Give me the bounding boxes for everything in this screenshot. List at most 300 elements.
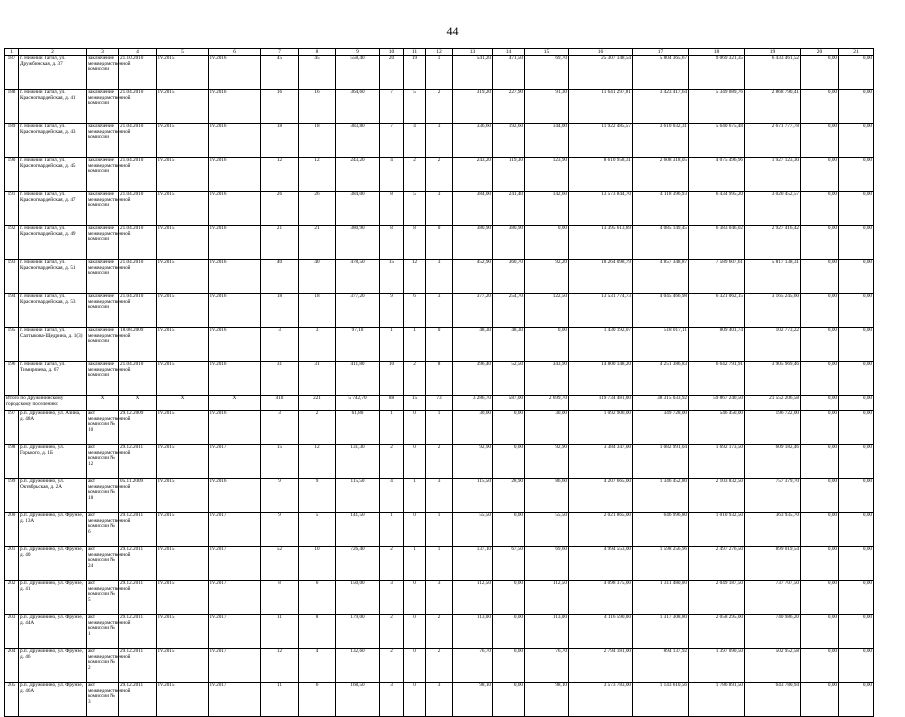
cell-date: 29.12.2011 bbox=[119, 547, 157, 581]
cell-number: 189 bbox=[5, 124, 19, 158]
cell-col8: 45 bbox=[299, 56, 336, 90]
cell-quarter-end: IV.2017 bbox=[209, 445, 261, 479]
cell-date: 29.12.2011 bbox=[119, 513, 157, 547]
cell-date: 29.12.2011 bbox=[119, 615, 157, 649]
cell-col7: 45 bbox=[261, 56, 299, 90]
cell-col21: 0,00 bbox=[839, 260, 874, 294]
cell-address: г. Нижний Тагил, ул. Красногвардейская, д. 43 bbox=[19, 124, 87, 158]
cell-col7: 21 bbox=[261, 226, 299, 260]
total-c11: 15 bbox=[404, 396, 426, 411]
cell-date: 05.11.2009 bbox=[119, 479, 157, 513]
cell-col14: 380,90 bbox=[493, 226, 525, 260]
cell-col18: 5 640 675,48 bbox=[689, 124, 745, 158]
cell-quarter-end: IV.2017 bbox=[209, 513, 261, 547]
cell-col12: 2 bbox=[426, 445, 453, 479]
column-number: 5 bbox=[157, 49, 209, 56]
table-row bbox=[5, 56, 874, 90]
total-c7: 410 bbox=[261, 396, 299, 411]
cell-col12: 3 bbox=[426, 192, 453, 226]
cell-col8: 31 bbox=[299, 362, 336, 396]
cell-quarter-end: IV.2016 bbox=[209, 124, 261, 158]
cell-col18: 2 049 187,50 bbox=[689, 581, 745, 615]
cell-col15: 0,00 bbox=[525, 328, 569, 362]
cell-number: 195 bbox=[5, 328, 19, 362]
cell-address: г. Нижний Тагил, ул. Красногвардейская, д. 41 bbox=[19, 90, 87, 124]
cell-col14: 0,00 bbox=[493, 581, 525, 615]
cell-address: г. Нижний Тагил, ул. Красногвардейская, д. 47 bbox=[19, 192, 87, 226]
cell-col18: 6 434 995,20 bbox=[689, 192, 745, 226]
cell-quarter-end: IV.2016 bbox=[209, 90, 261, 124]
cell-col13: 452,90 bbox=[453, 260, 493, 294]
cell-col19: 1 927 123,30 bbox=[745, 158, 801, 192]
cell-col7: 18 bbox=[261, 124, 299, 158]
cell-col19: 363 935,70 bbox=[745, 513, 801, 547]
cell-number: 190 bbox=[5, 158, 19, 192]
cell-col9: 558,40 bbox=[336, 56, 380, 90]
cell-col14: 227,90 bbox=[493, 90, 525, 124]
cell-col15: 0,00 bbox=[525, 226, 569, 260]
cell-col16: 4 098 375,00 bbox=[569, 581, 633, 615]
cell-col8: 8 bbox=[299, 615, 336, 649]
cell-col12: 1 bbox=[426, 513, 453, 547]
cell-quarter-start: IV.2015 bbox=[157, 362, 209, 396]
cell-col13: 336,60 bbox=[453, 124, 493, 158]
cell-col8: 18 bbox=[299, 124, 336, 158]
cell-col12: 8 bbox=[426, 362, 453, 396]
cell-col19: 6 433 461,52 bbox=[745, 56, 801, 90]
cell-number: 200 bbox=[5, 513, 19, 547]
cell-col8: 40 bbox=[299, 260, 336, 294]
cell-col12: 2 bbox=[426, 90, 453, 124]
cell-col11: 6 bbox=[404, 294, 426, 328]
cell-col9: 377,20 bbox=[336, 294, 380, 328]
column-number: 9 bbox=[336, 49, 380, 56]
cell-quarter-start: IV.2015 bbox=[157, 124, 209, 158]
cell-col20: 0,00 bbox=[801, 158, 839, 192]
cell-date: 29.12.2011 bbox=[119, 683, 157, 717]
cell-number: 192 bbox=[5, 226, 19, 260]
total-c3: X bbox=[87, 396, 119, 411]
cell-col15: 76,70 bbox=[525, 649, 569, 683]
cell-quarter-start: IV.2015 bbox=[157, 683, 209, 717]
total-c19: 21 552 206,58 bbox=[745, 396, 801, 411]
cell-col12: 2 bbox=[426, 649, 453, 683]
table-row bbox=[5, 124, 874, 158]
cell-document: акт межведомственной комиссии № 3 bbox=[87, 683, 119, 717]
cell-col17: 894 137,92 bbox=[633, 649, 689, 683]
cell-col14: 28,90 bbox=[493, 479, 525, 513]
column-number: 15 bbox=[525, 49, 569, 56]
column-number: 6 bbox=[209, 49, 261, 56]
cell-col19: 899 019,54 bbox=[745, 547, 801, 581]
cell-col19: 196 722,00 bbox=[745, 411, 801, 445]
cell-col21: 0,00 bbox=[839, 124, 874, 158]
cell-quarter-start: IV.2015 bbox=[157, 56, 209, 90]
cell-col18: 809 401,74 bbox=[689, 328, 745, 362]
column-number: 7 bbox=[261, 49, 299, 56]
cell-col9: 132,60 bbox=[336, 649, 380, 683]
cell-col17: 5 804 365,67 bbox=[633, 56, 689, 90]
cell-col19: 3 905 969,46 bbox=[745, 362, 801, 396]
cell-col17: 1 317 308,80 bbox=[633, 615, 689, 649]
cell-col11: 5 bbox=[404, 192, 426, 226]
total-c4: X bbox=[119, 396, 157, 411]
cell-col8: 12 bbox=[299, 158, 336, 192]
cell-col9: 478,50 bbox=[336, 260, 380, 294]
cell-address: г. Нижний Тагил, ул. Красногвардейская, д. 53 bbox=[19, 294, 87, 328]
cell-col16: 14 800 148,20 bbox=[569, 362, 633, 396]
cell-col19: 2 927 416,42 bbox=[745, 226, 801, 260]
table-row bbox=[5, 581, 874, 615]
column-number: 4 bbox=[119, 49, 157, 56]
cell-col9: 384,00 bbox=[336, 192, 380, 226]
cell-col15: 92,20 bbox=[525, 260, 569, 294]
cell-quarter-end: IV.2017 bbox=[209, 649, 261, 683]
cell-quarter-end: IV.2016 bbox=[209, 192, 261, 226]
cell-col8: 3 bbox=[299, 328, 336, 362]
cell-col15: 69,60 bbox=[525, 547, 569, 581]
cell-col13: 113,00 bbox=[453, 615, 493, 649]
cell-quarter-start: IV.2015 bbox=[157, 547, 209, 581]
column-number: 12 bbox=[426, 49, 453, 56]
cell-col8: 21 bbox=[299, 226, 336, 260]
cell-quarter-end: IV.2016 bbox=[209, 158, 261, 192]
cell-col8: 6 bbox=[299, 581, 336, 615]
cell-col20: 0,00 bbox=[801, 56, 839, 90]
cell-document: акт межведомственной комиссии № 5 bbox=[87, 581, 119, 615]
table-row bbox=[5, 479, 874, 513]
table-row bbox=[5, 328, 874, 362]
cell-date: 21.04.2010 bbox=[119, 90, 157, 124]
cell-col9: 115,50 bbox=[336, 479, 380, 513]
cell-col12: 0 bbox=[426, 328, 453, 362]
cell-col17: 3 423 417,64 bbox=[633, 90, 689, 124]
cell-date: 21.04.2010 bbox=[119, 362, 157, 396]
cell-number: 187 bbox=[5, 56, 19, 90]
cell-col16: 4 116 590,00 bbox=[569, 615, 633, 649]
cell-date: 29.12.2011 bbox=[119, 581, 157, 615]
cell-col21: 0,00 bbox=[839, 328, 874, 362]
column-number: 10 bbox=[380, 49, 404, 56]
cell-col17: 4 085 149,45 bbox=[633, 226, 689, 260]
cell-col13: 112,50 bbox=[453, 581, 493, 615]
cell-document: заключение межведомственной комиссии bbox=[87, 90, 119, 124]
total-c14: 587,00 bbox=[493, 396, 525, 411]
cell-col17: 4 857 348,87 bbox=[633, 260, 689, 294]
cell-col10: 4 bbox=[380, 479, 404, 513]
cell-document: заключение межведомственной комиссии bbox=[87, 328, 119, 362]
cell-col13: 377,20 bbox=[453, 294, 493, 328]
cell-col20: 0,00 bbox=[801, 547, 839, 581]
cell-document: акт межведомственной комиссии № 12 bbox=[87, 445, 119, 479]
cell-address: р.п. Дружинино, ул. Фрунзе, д. 46 bbox=[19, 649, 87, 683]
cell-col9: 243,20 bbox=[336, 158, 380, 192]
cell-col19: 609 182,46 bbox=[745, 445, 801, 479]
cell-col7: 26 bbox=[261, 192, 299, 226]
cell-col15: 123,90 bbox=[525, 158, 569, 192]
cell-col7: 40 bbox=[261, 260, 299, 294]
cell-address: р.п. Дружинино, ул. Фрунзе, д. 40 bbox=[19, 547, 87, 581]
cell-col14: 52,50 bbox=[493, 362, 525, 396]
cell-col16: 2 021 865,00 bbox=[569, 513, 633, 547]
cell-col9: 141,50 bbox=[336, 513, 380, 547]
cell-number: 199 bbox=[5, 479, 19, 513]
cell-col16: 1 092 900,00 bbox=[569, 411, 633, 445]
cell-document: заключение межведомственной комиссии bbox=[87, 158, 119, 192]
cell-quarter-start: IV.2015 bbox=[157, 158, 209, 192]
cell-col9: 150,00 bbox=[336, 581, 380, 615]
cell-quarter-start: IV.2015 bbox=[157, 90, 209, 124]
cell-document: заключение межведомственной комиссии bbox=[87, 362, 119, 396]
cell-col17: 1 311 480,00 bbox=[633, 581, 689, 615]
cell-col12: 1 bbox=[426, 411, 453, 445]
cell-number: 197 bbox=[5, 411, 19, 445]
total-c6: X bbox=[209, 396, 261, 411]
cell-col13: 55,50 bbox=[453, 513, 493, 547]
cell-col21: 0,00 bbox=[839, 158, 874, 192]
cell-col20: 0,00 bbox=[801, 649, 839, 683]
cell-number: 204 bbox=[5, 649, 19, 683]
cell-col16: 4 207 665,00 bbox=[569, 479, 633, 513]
cell-col21: 0,00 bbox=[839, 547, 874, 581]
total-c18: 59 867 240,50 bbox=[689, 396, 745, 411]
cell-col16: 3 384 347,00 bbox=[569, 445, 633, 479]
cell-col9: 61,80 bbox=[336, 411, 380, 445]
table-row bbox=[5, 260, 874, 294]
cell-document: акт межведомственной комиссии № 2 bbox=[87, 649, 119, 683]
cell-quarter-end: IV.2016 bbox=[209, 328, 261, 362]
cell-col19: 502 952,58 bbox=[745, 649, 801, 683]
cell-col13: 319,20 bbox=[453, 90, 493, 124]
cell-address: г. Нижний Тагил, ул. Красногвардейская, д. 49 bbox=[19, 226, 87, 260]
cell-col13: 48,30 bbox=[453, 328, 493, 362]
column-number: 13 bbox=[453, 49, 493, 56]
cell-col15: 113,00 bbox=[525, 615, 569, 649]
cell-address: р.п. Дружинино, ул. Горького, д. 1Б bbox=[19, 445, 87, 479]
cell-col9: 168,50 bbox=[336, 683, 380, 717]
cell-number: 203 bbox=[5, 615, 19, 649]
cell-col21: 0,00 bbox=[839, 513, 874, 547]
cell-address: р.п. Дружинино, ул. Азина, д. 48А bbox=[19, 411, 87, 445]
cell-address: р.п. Дружинино, ул. Фрунзе, д. 46А bbox=[19, 683, 87, 717]
column-number: 2 bbox=[19, 49, 87, 56]
cell-document: заключение межведомственной комиссии bbox=[87, 294, 119, 328]
cell-col10: 2 bbox=[380, 615, 404, 649]
total-c12: 73 bbox=[426, 396, 453, 411]
cell-col21: 0,00 bbox=[839, 56, 874, 90]
table-row bbox=[5, 294, 874, 328]
cell-col16: 4 994 553,00 bbox=[569, 547, 633, 581]
cell-col12: 2 bbox=[426, 158, 453, 192]
cell-document: акт межведомственной комиссии № 10 bbox=[87, 411, 119, 445]
cell-col11: 5 bbox=[404, 90, 426, 124]
cell-col13: 396,40 bbox=[453, 362, 493, 396]
cell-col15: 69,70 bbox=[525, 56, 569, 90]
cell-col10: 3 bbox=[380, 683, 404, 717]
cell-col14: 0,00 bbox=[493, 649, 525, 683]
cell-col13: 76,70 bbox=[453, 649, 493, 683]
cell-col18: 6 321 062,15 bbox=[689, 294, 745, 328]
cell-col7: 11 bbox=[261, 683, 299, 717]
table-row bbox=[5, 362, 874, 396]
cell-col9: 411,80 bbox=[336, 362, 380, 396]
cell-col13: 115,50 bbox=[453, 479, 493, 513]
cell-col10: 9 bbox=[380, 294, 404, 328]
cell-col13: 137,10 bbox=[453, 547, 493, 581]
cell-col16: 13 573 844,70 bbox=[569, 192, 633, 226]
cell-date: 21.04.2010 bbox=[119, 226, 157, 260]
cell-col20: 0,00 bbox=[801, 90, 839, 124]
cell-quarter-start: IV.2015 bbox=[157, 328, 209, 362]
cell-col18: 2 497 276,50 bbox=[689, 547, 745, 581]
column-number: 16 bbox=[569, 49, 633, 56]
cell-col20: 0,00 bbox=[801, 479, 839, 513]
table-row bbox=[5, 226, 874, 260]
cell-date: 21.10.2010 bbox=[119, 56, 157, 90]
cell-address: р.п. Дружинино, ул. Фрунзе, д. 41 bbox=[19, 581, 87, 615]
cell-quarter-end: IV.2016 bbox=[209, 226, 261, 260]
cell-quarter-end: IV.2016 bbox=[209, 56, 261, 90]
cell-col13: 384,00 bbox=[453, 192, 493, 226]
cell-col13: 98,10 bbox=[453, 683, 493, 717]
cell-quarter-start: IV.2015 bbox=[157, 445, 209, 479]
column-number: 18 bbox=[689, 49, 745, 56]
cell-col7: 12 bbox=[261, 649, 299, 683]
cell-col8: 9 bbox=[299, 479, 336, 513]
cell-document: заключение межведомственной комиссии bbox=[87, 56, 119, 90]
cell-col18: 2 058 295,00 bbox=[689, 615, 745, 649]
cell-col10: 2 bbox=[380, 547, 404, 581]
cell-col15: 86,60 bbox=[525, 479, 569, 513]
cell-col15: 343,90 bbox=[525, 362, 569, 396]
cell-col20: 0,00 bbox=[801, 226, 839, 260]
cell-address: р.п. Дружинино, ул. Октябрьская, д. 2А bbox=[19, 479, 87, 513]
cell-col8: 2 bbox=[299, 411, 336, 445]
cell-quarter-end: IV.2016 bbox=[209, 294, 261, 328]
cell-col14: 0,00 bbox=[493, 615, 525, 649]
cell-col19: 757 379,70 bbox=[745, 479, 801, 513]
cell-col20: 0,00 bbox=[801, 445, 839, 479]
column-number: 20 bbox=[801, 49, 839, 56]
cell-col15: 91,30 bbox=[525, 90, 569, 124]
cell-col10: 8 bbox=[380, 226, 404, 260]
cell-col13: 30,00 bbox=[453, 411, 493, 445]
cell-col8: 4 bbox=[299, 649, 336, 683]
cell-col14: 0,00 bbox=[493, 513, 525, 547]
cell-col20: 0,00 bbox=[801, 362, 839, 396]
cell-col11: 2 bbox=[404, 362, 426, 396]
cell-quarter-start: IV.2015 bbox=[157, 260, 209, 294]
cell-quarter-end: IV.2017 bbox=[209, 581, 261, 615]
cell-col18: 1 397 090,50 bbox=[689, 649, 745, 683]
cell-col18: 9 069 321,35 bbox=[689, 56, 745, 90]
table-row bbox=[5, 513, 874, 547]
cell-col18: 5 349 089,76 bbox=[689, 90, 745, 124]
cell-col16: 2 794 181,00 bbox=[569, 649, 633, 683]
cell-col7: 15 bbox=[261, 445, 299, 479]
cell-col11: 8 bbox=[404, 226, 426, 260]
cell-date: 21.04.2010 bbox=[119, 124, 157, 158]
cell-document: заключение межведомственной комиссии bbox=[87, 260, 119, 294]
cell-col10: 15 bbox=[380, 260, 404, 294]
cell-col17: 518 017,11 bbox=[633, 328, 689, 362]
cell-col15: 55,50 bbox=[525, 513, 569, 547]
cell-col11: 0 bbox=[404, 581, 426, 615]
cell-quarter-end: IV.2017 bbox=[209, 615, 261, 649]
cell-col15: 112,50 bbox=[525, 581, 569, 615]
cell-col21: 0,00 bbox=[839, 192, 874, 226]
cell-col20: 0,00 bbox=[801, 513, 839, 547]
cell-col15: 122,50 bbox=[525, 294, 569, 328]
cell-number: 205 bbox=[5, 683, 19, 717]
cell-col14: 67,50 bbox=[493, 547, 525, 581]
cell-col9: 380,90 bbox=[336, 226, 380, 260]
cell-col10: 4 bbox=[380, 158, 404, 192]
cell-col11: 12 bbox=[404, 260, 426, 294]
cell-col11: 1 bbox=[404, 479, 426, 513]
cell-quarter-start: IV.2015 bbox=[157, 513, 209, 547]
cell-col12: 1 bbox=[426, 547, 453, 581]
cell-address: р.п. Дружинино, ул. Фрунзе, д. 13А bbox=[19, 513, 87, 547]
cell-col7: 3 bbox=[261, 411, 299, 445]
cell-col9: 97,10 bbox=[336, 328, 380, 362]
cell-col9: 726,40 bbox=[336, 547, 380, 581]
cell-col10: 1 bbox=[380, 513, 404, 547]
cell-col14: 119,30 bbox=[493, 158, 525, 192]
cell-col14: 0,00 bbox=[493, 683, 525, 717]
cell-col10: 2 bbox=[380, 445, 404, 479]
total-c5: X bbox=[157, 396, 209, 411]
cell-col21: 0,00 bbox=[839, 615, 874, 649]
cell-date: 21.04.2010 bbox=[119, 192, 157, 226]
cell-address: г. Нижний Тагил, ул. Дружбинская, д. 37 bbox=[19, 56, 87, 90]
cell-address: г. Нижний Тагил, ул. Салтыкова-Щедрина, д. 1(3) bbox=[19, 328, 87, 362]
cell-col10: 7 bbox=[380, 90, 404, 124]
cell-col14: 48,30 bbox=[493, 328, 525, 362]
cell-document: акт межведомственной комиссии № 6 bbox=[87, 513, 119, 547]
cell-col7: 12 bbox=[261, 158, 299, 192]
total-row bbox=[5, 396, 874, 411]
cell-col18: 546 450,00 bbox=[689, 411, 745, 445]
cell-col18: 4 075 496,96 bbox=[689, 158, 745, 192]
cell-col17: 1 082 991,04 bbox=[633, 445, 689, 479]
cell-col15: 30,00 bbox=[525, 411, 569, 445]
cell-quarter-start: IV.2015 bbox=[157, 192, 209, 226]
data-table bbox=[4, 48, 874, 717]
cell-quarter-end: IV.2016 bbox=[209, 260, 261, 294]
cell-col17: 1 143 610,56 bbox=[633, 683, 689, 717]
cell-quarter-start: IV.2015 bbox=[157, 479, 209, 513]
page-number: 44 bbox=[446, 24, 459, 38]
table-row bbox=[5, 547, 874, 581]
cell-date: 29.12.2011 bbox=[119, 649, 157, 683]
cell-col7: 9 bbox=[261, 513, 299, 547]
total-c13: 3 286,70 bbox=[453, 396, 493, 411]
cell-col16: 1 430 192,07 bbox=[569, 328, 633, 362]
table-row bbox=[5, 192, 874, 226]
column-number: 11 bbox=[404, 49, 426, 56]
cell-col9: 179,00 bbox=[336, 615, 380, 649]
cell-col13: 380,90 bbox=[453, 226, 493, 260]
cell-col17: 4 118 396,93 bbox=[633, 192, 689, 226]
cell-document: заключение межведомственной комиссии bbox=[87, 192, 119, 226]
cell-quarter-start: IV.2015 bbox=[157, 615, 209, 649]
cell-number: 198 bbox=[5, 445, 19, 479]
cell-col17: 646 996,80 bbox=[633, 513, 689, 547]
cell-col14: 360,70 bbox=[493, 260, 525, 294]
table-row bbox=[5, 683, 874, 717]
cell-col21: 0,00 bbox=[839, 581, 874, 615]
